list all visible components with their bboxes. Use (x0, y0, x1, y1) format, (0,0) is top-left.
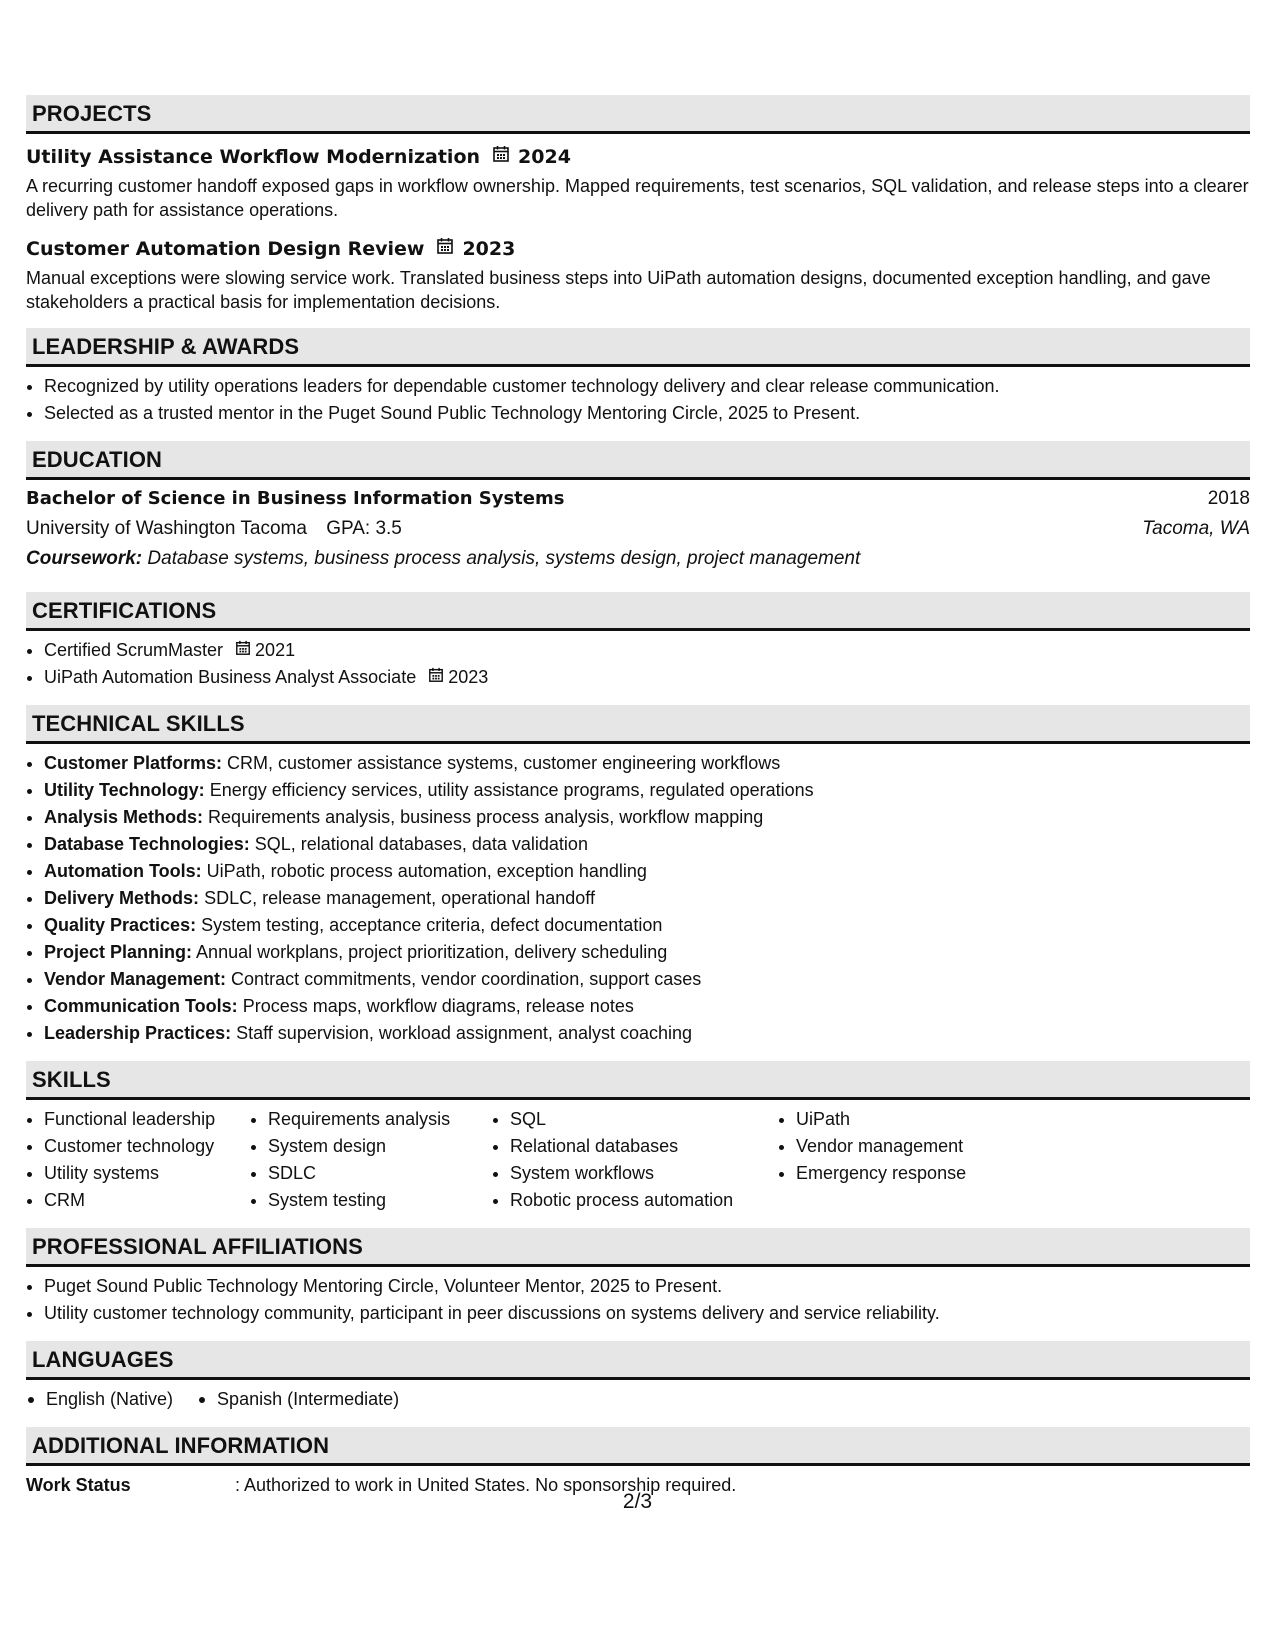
list-item: • System design (268, 1133, 492, 1160)
list-item: • SQL (510, 1106, 778, 1133)
graduation-year: 2018 (1207, 488, 1250, 509)
skills-column (26, 1106, 250, 1214)
projects-heading: PROJECTS (26, 95, 1250, 134)
list-item: • Utility systems (44, 1160, 250, 1187)
coursework-list: Database systems, business process analysis, systems design, project management (147, 548, 861, 569)
skill-values: SDLC, release management, operational handoff (204, 888, 595, 908)
school-name: University of Washington Tacoma (26, 518, 307, 539)
project-description: Manual exceptions were slowing service work. Translated business steps into UiPath automation designs, documented exception handling, and gave stakeholders a practical basis for implementation decisions. (26, 268, 1211, 312)
list-item (44, 912, 1250, 939)
coursework-label: Coursework: (26, 548, 143, 569)
bullet-icon (28, 1397, 34, 1403)
project-description: A recurring customer handoff exposed gaps in workflow ownership. Mapped requirements, test scenarios, SQL validation, and release steps into a clearer delivery path for assistance operations. (26, 176, 1249, 220)
skill-category: Customer Platforms: (44, 753, 223, 773)
skill-category: Communication Tools: (44, 996, 238, 1016)
work-status-label: Work Status (26, 1475, 131, 1495)
skill-category: Leadership Practices: (44, 1023, 232, 1043)
skill-values: System testing, acceptance criteria, defect documentation (201, 915, 663, 935)
skill-category: Analysis Methods: (44, 807, 204, 827)
technical-skills-heading: TECHNICAL SKILLS (26, 705, 1250, 744)
list-item: • Utility customer technology community, participant in peer discussions on systems delivery and service reliability. (44, 1300, 1250, 1327)
skill-values: CRM, customer assistance systems, customer engineering workflows (227, 753, 781, 773)
bullet-icon (199, 1397, 205, 1403)
calendar-icon (235, 637, 251, 664)
list-item (44, 939, 1250, 966)
degree-title: Bachelor of Science in Business Information Systems (26, 488, 565, 509)
skill-category: Utility Technology: (44, 780, 205, 800)
list-item: • System testing (268, 1187, 492, 1214)
list-item (44, 885, 1250, 912)
list-item (26, 1386, 173, 1413)
skill-values: Staff supervision, workload assignment, analyst coaching (236, 1023, 693, 1043)
list-item (44, 831, 1250, 858)
skill-values: Energy efficiency services, utility assistance programs, regulated operations (209, 780, 814, 800)
skill-values: UiPath, robotic process automation, exception handling (206, 861, 647, 881)
leadership-heading: LEADERSHIP & AWARDS (26, 328, 1250, 367)
list-item (44, 637, 1250, 664)
list-item (197, 1386, 399, 1413)
certifications-heading: CERTIFICATIONS (26, 592, 1250, 631)
project-title: Customer Automation Design Review (26, 238, 425, 260)
skills-grid (26, 1106, 1250, 1214)
project-item (26, 142, 1250, 222)
list-item (44, 858, 1250, 885)
skill-category: Database Technologies: (44, 834, 250, 854)
list-item: • System workflows (510, 1160, 778, 1187)
skill-values: SQL, relational databases, data validation (254, 834, 588, 854)
list-item: • Selected as a trusted mentor in the Puget Sound Public Technology Mentoring Circle, 2025 to Present. (44, 400, 1250, 427)
calendar-icon (428, 664, 444, 691)
skills-column (778, 1106, 1096, 1214)
certification-year: 2021 (255, 640, 296, 660)
certification-name: • UiPath Automation Business Analyst Associate (44, 667, 417, 687)
technical-skills-list (26, 750, 1250, 1047)
list-item: • Requirements analysis (268, 1106, 492, 1133)
list-item: • Robotic process automation (510, 1187, 778, 1214)
list-item: • Vendor management (796, 1133, 1096, 1160)
skill-values: Process maps, workflow diagrams, release notes (242, 996, 634, 1016)
list-item (44, 993, 1250, 1020)
language: English (Native) (46, 1389, 174, 1409)
list-item (44, 804, 1250, 831)
additional-info-heading: ADDITIONAL INFORMATION (26, 1427, 1250, 1466)
project-item (26, 234, 1250, 314)
list-item (44, 664, 1250, 691)
skills-column (250, 1106, 492, 1214)
list-item: • UiPath (796, 1106, 1096, 1133)
list-item: • Recognized by utility operations leaders for dependable customer technology delivery and clear release communication. (44, 373, 1250, 400)
skill-category: Automation Tools: (44, 861, 202, 881)
languages-list (26, 1386, 1250, 1413)
list-item (44, 777, 1250, 804)
project-year: 2023 (462, 238, 516, 260)
languages-heading: LANGUAGES (26, 1341, 1250, 1380)
list-item: • Relational databases (510, 1133, 778, 1160)
list-item: • CRM (44, 1187, 250, 1214)
certification-name: • Certified ScrumMaster (44, 640, 224, 660)
certification-year: 2023 (448, 667, 489, 687)
calendar-icon (492, 142, 510, 172)
project-year: 2024 (518, 146, 571, 168)
affiliations-heading: PROFESSIONAL AFFILIATIONS (26, 1228, 1250, 1267)
coursework (26, 544, 1250, 574)
resume-page (26, 95, 1250, 1499)
list-item: • Customer technology (44, 1133, 250, 1160)
list-item (44, 1020, 1250, 1047)
skill-category: Delivery Methods: (44, 888, 200, 908)
skill-values: Requirements analysis, business process analysis, workflow mapping (208, 807, 764, 827)
work-status-value: : Authorized to work in United States. No sponsorship required. (235, 1475, 737, 1495)
list-item (44, 750, 1250, 777)
skill-values: Annual workplans, project prioritization, delivery scheduling (196, 942, 668, 962)
project-title: Utility Assistance Workflow Modernization (26, 146, 481, 168)
certifications-list (26, 637, 1250, 691)
gpa: GPA: 3.5 (326, 518, 402, 539)
skills-column (492, 1106, 778, 1214)
list-item: • Emergency response (796, 1160, 1096, 1187)
leadership-list (26, 373, 1250, 427)
list-item: • Puget Sound Public Technology Mentoring Circle, Volunteer Mentor, 2025 to Present. (44, 1273, 1250, 1300)
language: Spanish (Intermediate) (217, 1389, 400, 1409)
education-entry (26, 484, 1250, 574)
skill-category: Vendor Management: (44, 969, 227, 989)
school-location: Tacoma, WA (1142, 518, 1250, 539)
education-heading: EDUCATION (26, 441, 1250, 480)
calendar-icon (436, 234, 454, 264)
skills-heading: SKILLS (26, 1061, 1250, 1100)
list-item: • Functional leadership (44, 1106, 250, 1133)
skill-values: Contract commitments, vendor coordination, support cases (231, 969, 702, 989)
skill-category: Quality Practices: (44, 915, 197, 935)
page-number: 2/3 (622, 1490, 653, 1513)
list-item: • SDLC (268, 1160, 492, 1187)
list-item (44, 966, 1250, 993)
affiliations-list (26, 1273, 1250, 1327)
skill-category: Project Planning: (44, 942, 193, 962)
